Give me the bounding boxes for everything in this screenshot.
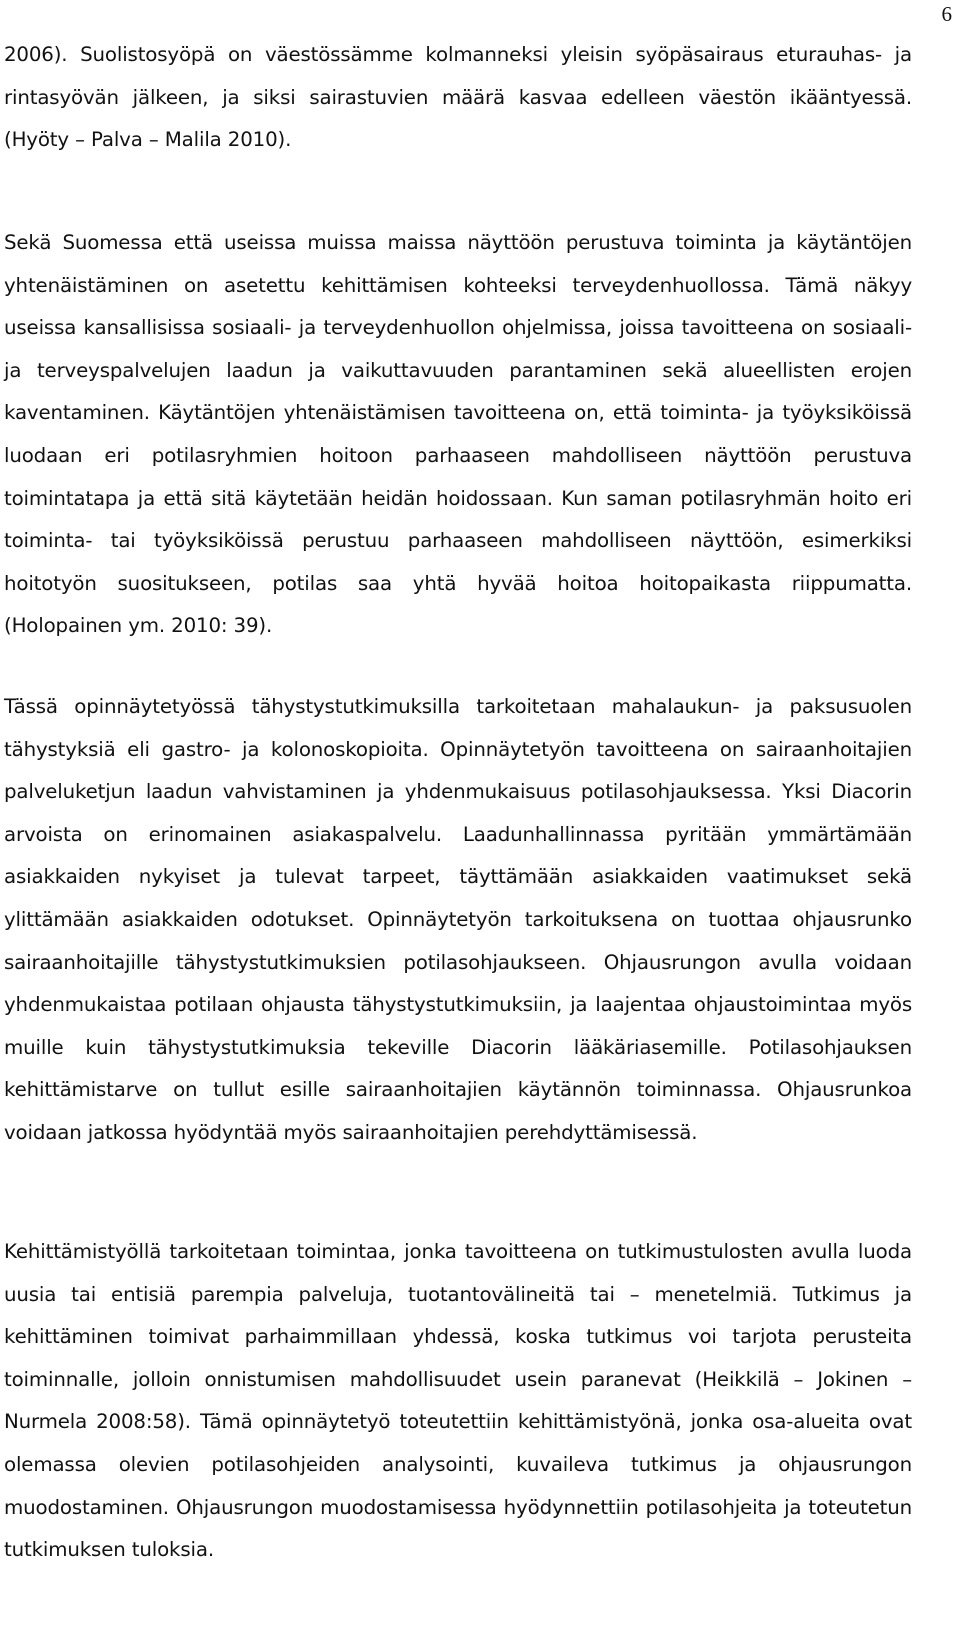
paragraph-development-work: Kehittämistyöllä tarkoitetaan toimintaa, jonka tavoitteena on tutkimustulosten avulla luoda uusia tai entisiä parempia palveluja, tuotantovälineitä tai – menetelmiä. Tutkimus ja kehittäminen toimivat parhaimmillaan yhdessä, koska tutkimus voi tarjota perusteita toiminnalle, jolloin onnistumisen mahdollisuudet usein paranevat (Heikkilä – Jokinen – Nurmela 2008:58). Tämä opinnäytetyö toteutettiin kehittämistyönä, jonka osa-alueita ovat olemassa olevien potilasohjeiden analysointi, kuvaileva tutkimus ja ohjausrungon muodostaminen. Ohjausrungon muodostamisessa hyödynnettiin potilasohjeita ja toteutetun tutkimuksen tuloksia. (4, 1240, 912, 1562)
paragraph-colorectal-cancer-incidence: 2006). Suolistosyöpä on väestössämme kolmanneksi yleisin syöpäsairaus eturauhas- ja rintasyövän jälkeen, ja siksi sairastuvien määrä kasvaa edelleen väestön ikääntyessä. (Hyöty – Palva – Malila 2010). (4, 43, 912, 152)
paragraph-thesis-purpose: Tässä opinnäytetyössä tähystystutkimuksilla tarkoitetaan mahalaukun- ja paksusuolen tähystyksiä eli gastro- ja kolonoskopioita. Opinnäytetyön tavoitteena on sairaanhoitajien palveluketjun laadun vahvistaminen ja yhdenmukaisuus potilasohjauksessa. Yksi Diacorin arvoista on erinomainen asiakaspalvelu. Laadunhallinnassa pyritään ymmärtämään asiakkaiden nykyiset ja tulevat tarpeet, täyttämään asiakkaiden vaatimukset sekä ylittämään asiakkaiden odotukset. Opinnäytetyön tarkoituksena on tuottaa ohjausrunko sairaanhoitajille tähystystutkimuksien potilasohjaukseen. Ohjausrungon avulla voidaan yhdenmukaistaa potilaan ohjausta tähystystutkimuksiin, ja laajentaa ohjaustoimintaa myös muille kuin tähystystutkimuksia tekeville Diacorin lääkäriasemille. Potilasohjauksen kehittämistarve on tullut esille sairaanhoitajien käytännön toiminnassa. Ohjausrunkoa voidaan jatkossa hyödyntää myös sairaanhoitajien perehdyttämisessä. (4, 695, 912, 1144)
page-number: 6 (941, 2, 952, 26)
paragraph-evidence-based-practice: Sekä Suomessa että useissa muissa maissa näyttöön perustuva toiminta ja käytäntöjen yhtenäistäminen on asetettu kehittämisen kohteeksi terveydenhuollossa. Tämä näkyy useissa kansallisissa sosiaali- ja terveydenhuollon ohjelmissa, joissa tavoitteena on sosiaali- ja terveyspalvelujen laadun ja vaikuttavuuden parantaminen sekä alueellisten erojen kaventaminen. Käytäntöjen yhtenäistämisen tavoitteena on, että toiminta- ja työyksiköissä luodaan eri potilasryhmien hoitoon parhaaseen mahdolliseen näyttöön perustuva toimintatapa ja että sitä käytetään heidän hoidossaan. Kun saman potilasryhmän hoito eri toiminta- tai työyksiköissä perustuu parhaaseen mahdolliseen näyttöön, esimerkiksi hoitotyön suositukseen, potilas saa yhtä hyvää hoitoa hoitopaikasta riippumatta. (Holopainen ym. 2010: 39). (4, 231, 912, 638)
